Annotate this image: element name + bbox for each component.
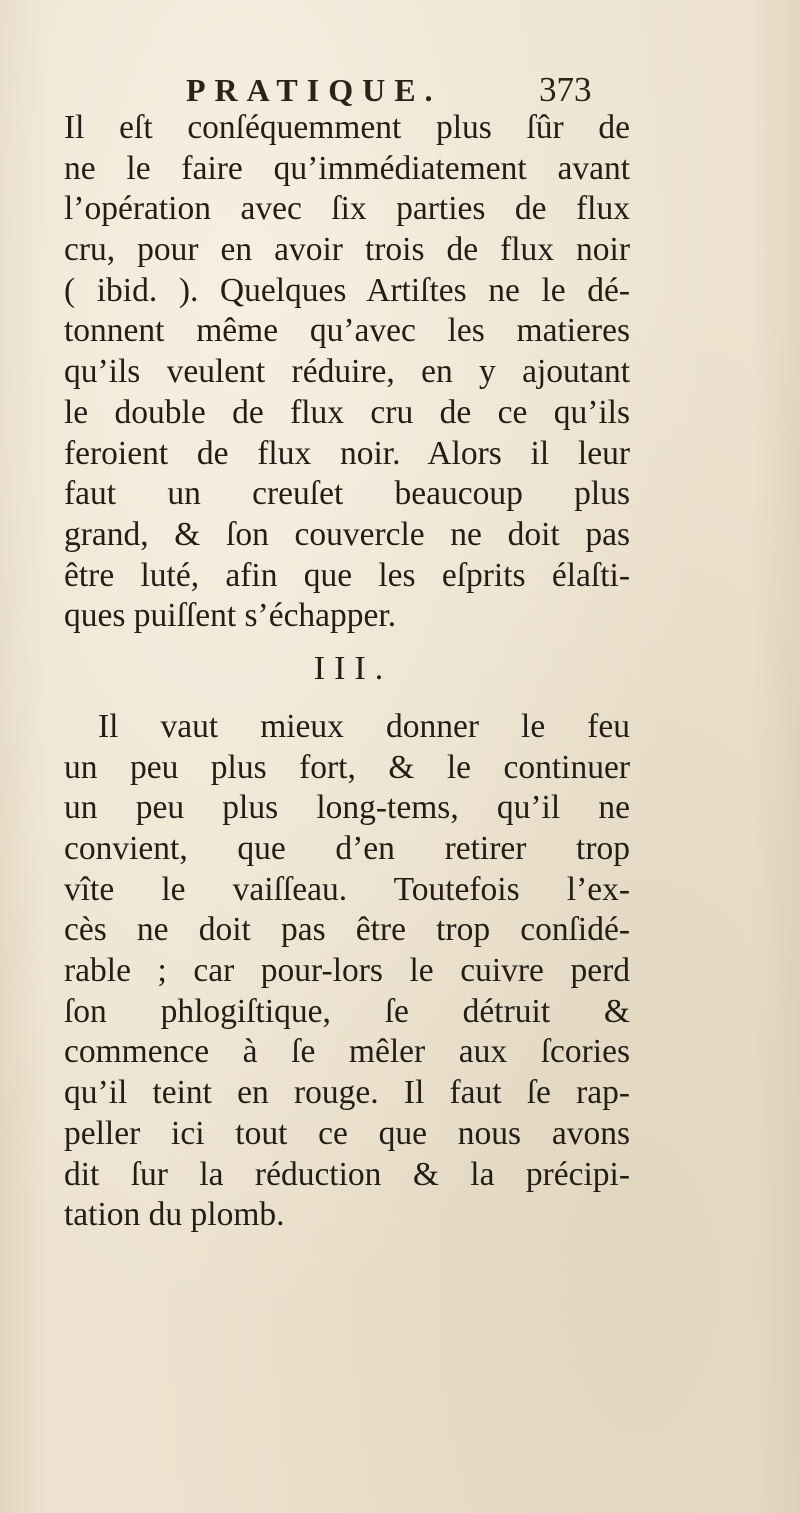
running-title: PRATIQUE. xyxy=(186,72,442,108)
text-block xyxy=(64,108,630,1236)
text-line: convient, que d’en retirer trop xyxy=(64,830,630,867)
text-line: rable ; car pour-lors le cuivre perd xyxy=(64,952,630,990)
text-line: le double de flux cru de ce qu’ils xyxy=(64,393,630,431)
text-line: l’opération avec ſix parties de flux xyxy=(64,190,630,228)
text-line: cès ne doit pas être trop conſidé- xyxy=(64,911,630,949)
text-line: tonnent même qu’avec les matieres xyxy=(64,312,630,350)
text-line: être luté, afin que les eſprits élaſti- xyxy=(64,556,630,594)
text-line: ne le faire qu’immédiatement avant xyxy=(64,149,630,187)
text-line: vîte le vaiſſeau. Toutefois l’ex- xyxy=(64,870,630,908)
text-line: dit ſur la réduction & la précipi- xyxy=(64,1155,630,1193)
text-line: qu’ils veulent réduire, en y ajoutant xyxy=(64,353,630,391)
text-line: Il eſt conſéquemment plus ſûr de xyxy=(64,109,630,146)
text-line: grand, & ſon couvercle ne doit pas xyxy=(64,515,630,553)
text-line: peller ici tout ce que nous avons xyxy=(64,1114,630,1152)
paragraph-1 xyxy=(64,108,630,637)
text-line: un peu plus fort, & le continuer xyxy=(64,748,630,786)
text-line: ques puiſſent s’échapper. xyxy=(64,597,397,635)
text-line: Il vaut mieux donner le feu xyxy=(98,707,630,745)
text-line: ( ibid. ). Quelques Artiſtes ne le dé- xyxy=(64,271,630,309)
section-numeral: III. xyxy=(313,649,393,687)
page-number: 373 xyxy=(539,70,592,109)
text-line: ſon phlogiſtique, ſe détruit & xyxy=(64,992,630,1030)
paragraph-2 xyxy=(64,707,630,1236)
text-line: faut un creuſet beaucoup plus xyxy=(64,475,630,513)
text-line: tation du plomb. xyxy=(64,1196,285,1234)
text-line: qu’il teint en rouge. Il faut ſe rap- xyxy=(64,1074,630,1112)
text-line: un peu plus long-tems, qu’il ne xyxy=(64,789,630,827)
text-line: commence à ſe mêler aux ſcories xyxy=(64,1033,630,1071)
text-line: feroient de flux noir. Alors il leur xyxy=(64,434,630,472)
text-line: cru, pour en avoir trois de flux noir xyxy=(64,231,630,269)
